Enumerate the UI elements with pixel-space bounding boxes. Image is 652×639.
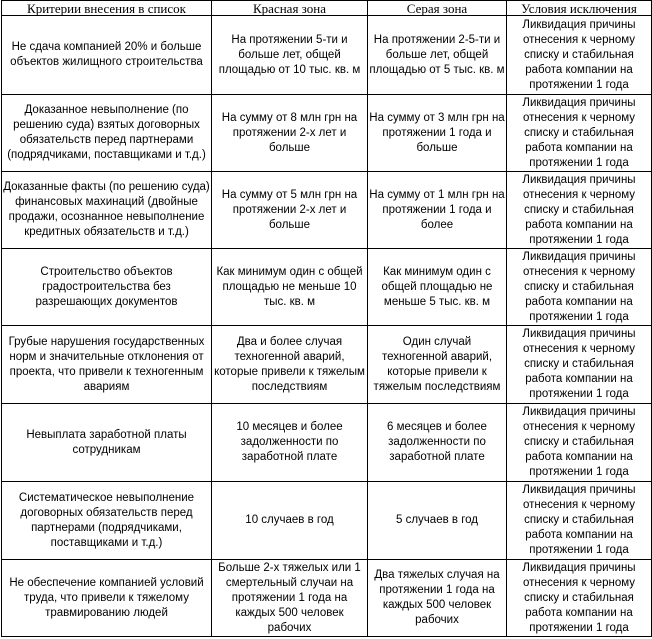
header-red-zone: Красная зона (212, 1, 368, 16)
cell-grey-zone: 6 месяцев и более задолженности по заработной плате (368, 404, 507, 482)
cell-red-zone: На протяжении 5-ти и больше лет, общей площадью от 10 тыс. кв. м (212, 16, 368, 95)
cell-exit-conditions: Ликвидация причины отнесения к черному списку и стабильная работа компании на протяжении 1 года (507, 16, 652, 95)
cell-grey-zone: На протяжении 2-5-ти и больше лет, общей площадью от 5 тыс. кв. м (368, 16, 507, 95)
header-grey-zone: Серая зона (368, 1, 507, 16)
cell-exit-conditions: Ликвидация причины отнесения к черному списку и стабильная работа компании на протяжении 1 года (507, 482, 652, 560)
cell-exit-conditions: Ликвидация причины отнесения к черному списку и стабильная работа компании на протяжении 1 года (507, 404, 652, 482)
cell-criteria: Доказанные факты (по решению суда) финансовых махинаций (двойные продажи, осознанное невыполнение кредитных обязательств и т.д.) (2, 172, 212, 249)
header-exit-conditions: Условия исключения (507, 1, 652, 16)
cell-grey-zone: На сумму от 1 млн грн на протяжении 1 года и более (368, 172, 507, 249)
cell-red-zone: На сумму от 5 млн грн на протяжении 2-х лет и больше (212, 172, 368, 249)
cell-criteria: Невыплата заработной платы сотрудникам (2, 404, 212, 482)
header-criteria: Критерии внесения в список (2, 1, 212, 16)
cell-exit-conditions: Ликвидация причины отнесения к черному списку и стабильная работа компании на протяжении 1 года (507, 172, 652, 249)
cell-red-zone: Как минимум один с общей площадью не меньше 10 тыс. кв. м (212, 249, 368, 326)
cell-grey-zone: Два тяжелых случая на протяжении 1 года на каждых 500 человек рабочих (368, 560, 507, 637)
cell-exit-conditions: Ликвидация причины отнесения к черному списку и стабильная работа компании на протяжении 1 года (507, 95, 652, 172)
cell-red-zone: 10 месяцев и более задолженности по заработной плате (212, 404, 368, 482)
cell-criteria: Не обеспечение компанией условий труда, что привели к тяжелому травмированию людей (2, 560, 212, 637)
cell-grey-zone: На сумму от 3 млн грн на протяжении 1 года и больше (368, 95, 507, 172)
cell-exit-conditions: Ликвидация причины отнесения к черному списку и стабильная работа компании на протяжении 1 года (507, 249, 652, 326)
table-row (2, 172, 652, 249)
table-body (2, 16, 652, 637)
cell-red-zone: Больше 2-х тяжелых или 1 смертельный случаи на протяжении 1 года на каждых 500 человек рабочих (212, 560, 368, 637)
cell-criteria: Систематическое невыполнение договорных обязательств перед партнерами (подрядчиками, поставщиками и т.д.) (2, 482, 212, 560)
table-row (2, 326, 652, 404)
table-row (2, 95, 652, 172)
cell-criteria: Доказанное невыполнение (по решению суда) взятых договорных обязательств перед партнерами (подрядчиками, поставщиками и т.д.) (2, 95, 212, 172)
table-row (2, 482, 652, 560)
cell-exit-conditions: Ликвидация причины отнесения к черному списку и стабильная работа компании на протяжении 1 года (507, 560, 652, 637)
cell-criteria: Грубые нарушения государственных норм и значительные отклонения от проекта, что привели к техногенным авариям (2, 326, 212, 404)
cell-grey-zone: 5 случаев в год (368, 482, 507, 560)
cell-red-zone: На сумму от 8 млн грн на протяжении 2-х лет и больше (212, 95, 368, 172)
table-row (2, 249, 652, 326)
table-header (2, 1, 652, 16)
cell-criteria: Не сдача компанией 20% и больше объектов жилищного строительства (2, 16, 212, 95)
cell-criteria: Строительство объектов градостроительства без разрешающих документов (2, 249, 212, 326)
cell-grey-zone: Один случай техногенной аварий, которые привели к тяжелым последствиям (368, 326, 507, 404)
table-row (2, 560, 652, 637)
cell-red-zone: 10 случаев в год (212, 482, 368, 560)
table-row (2, 404, 652, 482)
cell-red-zone: Два и более случая техногенной аварий, которые привели к тяжелым последствиям (212, 326, 368, 404)
header-row (2, 1, 652, 16)
cell-grey-zone: Как минимум один с общей площадью не меньше 5 тыс. кв. м (368, 249, 507, 326)
table-row (2, 16, 652, 95)
blacklist-criteria-table (1, 0, 652, 637)
cell-exit-conditions: Ликвидация причины отнесения к черному списку и стабильная работа компании на протяжении 1 года (507, 326, 652, 404)
